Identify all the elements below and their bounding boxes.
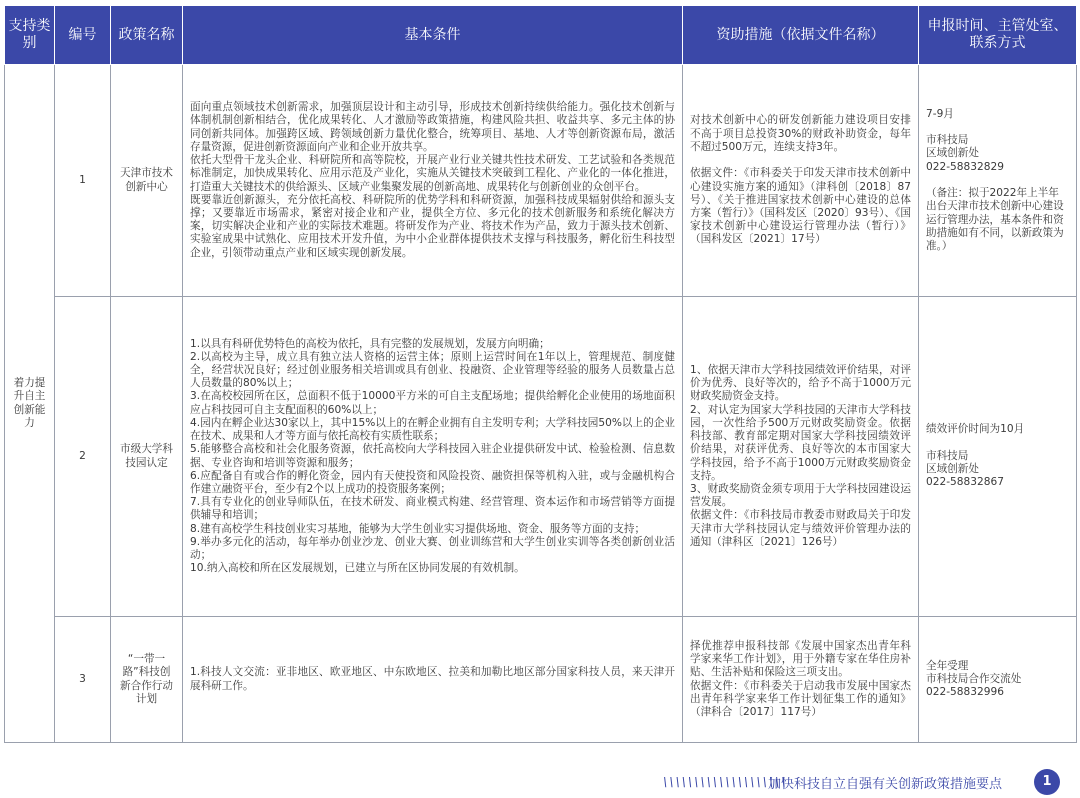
header-category: 支持类别 xyxy=(5,6,55,65)
row-number: 3 xyxy=(55,617,111,743)
conditions-text: 面向重点领域技术创新需求，加强顶层设计和主动引导，形成技术创新持续供给能力。强化技术创新与体制机制创新相结合，优化成果转化、人才激励等政策措施，构建风险共担、收益共享、多元主体的协同创新共同体。加强跨区域、跨领域创新力量优化整合，统筹项目、基地、人才等创新资源布局，激活存量资源，促进创新资源面向产业和企业开放共享。 依托大型骨干龙头企业、科研院所和高等院校，开展产业行业关键共性技术研发、工艺试验和各类规范标准制定，加快成果转化、应用示范及产业化，实施从关键技术突破到工程化、产业化的一体化推进，打造重大关键技术的供给源头、区域产业集聚发展的创新高地、成果转化与创新创业的众创平台。 既要靠近创新源头，充分依托高校、科研院所的优势学科和科研资源，加强科技成果辐射供给和源头支撑；又要靠近市场需求，紧密对接企业和产业，提供全方位、多元化的技术创新服务和系统化解决方案，切实解决企业和产业的实际技术难题。将研发作为产业、将技术作为产品，致力于源头技术创新、实验室成果中试熟化、应用技术开发升值，为中小企业群体提供技术支撑与科技服务，孵化衍生科技型企业，引领带动重点产业和区域实现创新发展。 xyxy=(183,65,683,297)
header-measures: 资助措施（依据文件名称） xyxy=(683,6,919,65)
row-number: 1 xyxy=(55,65,111,297)
table-row xyxy=(5,65,1077,297)
row-number: 2 xyxy=(55,297,111,617)
contact-text: 全年受理 市科技局合作交流处 022-58832996 xyxy=(919,617,1077,743)
header-policy-name: 政策名称 xyxy=(111,6,183,65)
policy-name: 天津市技术创新中心 xyxy=(111,65,183,297)
conditions-text: 1.科技人文交流：亚非地区、欧亚地区、中东欧地区、拉美和加勒比地区部分国家科技人员，来天津开展科研工作。 xyxy=(183,617,683,743)
policy-name: “一带一路”科技创新合作行动计划 xyxy=(111,617,183,743)
decorative-stripes: \\\\\\\\\\\\\\\\\\\\ xyxy=(662,775,787,789)
header-number: 编号 xyxy=(55,6,111,65)
table-row xyxy=(5,617,1077,743)
measures-text: 择优推荐申报科技部《发展中国家杰出青年科学家来华工作计划》，用于外籍专家在华住房补贴、生活补贴和保险这三项支出。 依据文件：《市科委关于启动我市发展中国家杰出青年科学家来华工作计划征集工作的通知》（津科合〔2017〕117号） xyxy=(683,617,919,743)
page-footer xyxy=(0,766,1080,798)
table-header-row xyxy=(5,6,1077,65)
policy-table xyxy=(4,5,1077,743)
header-contact: 申报时间、主管处室、联系方式 xyxy=(919,6,1077,65)
page-number-badge: 1 xyxy=(1034,769,1060,795)
measures-text: 1、依据天津市大学科技园绩效评价结果，对评价为优秀、良好等次的，给予不高于1000万元财政奖励资金支持。 2、对认定为国家大学科技园的天津市大学科技园，一次性给予500万元财政奖励资金。依据科技部、教育部定期对国家大学科技园绩效评价结果，对获评优秀、良好等次的本市国家大学科技园，给予不高于1000万元财政奖励资金支持。 3、财政奖励资金须专项用于大学科技园建设运营发展。 依据文件：《市科技局市教委市财政局关于印发天津市大学科技园认定与绩效评价管理办法的通知（津科区〔2021〕126号） xyxy=(683,297,919,617)
measures-text: 对技术创新中心的研发创新能力建设项目安排不高于项目总投资30%的财政补助资金，每年不超过500万元，连续支持3年。 依据文件：《市科委关于印发天津市技术创新中心建设实施方案的通知》（津科创〔2018〕87号）、《关于推进国家技术创新中心建设的总体方案（暂行）》（国科发区〔2020〕93号）、《国家技术创新中心建设运行管理办法（暂行）》（国科发区〔2021〕17号） xyxy=(683,65,919,297)
header-conditions: 基本条件 xyxy=(183,6,683,65)
policy-name: 市级大学科技园认定 xyxy=(111,297,183,617)
footer-title: 加快科技自立自强有关创新政策措施要点 xyxy=(768,777,1003,792)
category-cell: 着力提升自主创新能力 xyxy=(5,65,55,743)
conditions-text: 1.以具有科研优势特色的高校为依托，具有完整的发展规划，发展方向明确； 2.以高校为主导，成立具有独立法人资格的运营主体；原则上运营时间在1年以上，管理规范、制度健全，经营状况良好；经过创业服务相关培训或具有创业、投融资、企业管理等经验的服务人员数量占总人员数量的80%以上； 3.在高校校园所在区，总面积不低于10000平方米的可自主支配场地；提供给孵化企业使用的场地面积应占科技园可自主支配面积的60%以上； 4.园内在孵企业达30家以上，其中15%以上的在孵企业拥有自主发明专利；大学科技园50%以上的企业在技术、成果和人才等方面与依托高校有实质性联系； 5.能够整合高校和社会化服务资源，依托高校向大学科技园入驻企业提供研发中试、检验检测、信息数据、专业咨询和培训等资源和服务； 6.应配备自有或合作的孵化资金，园内有天使投资和风险投资、融资担保等机构入驻，或与金融机构合作建立融资平台，至少有2个以上成功的投资服务案例； 7.具有专业化的创业导师队伍，在技术研发、商业模式构建、经营管理、资本运作和市场营销等方面提供辅导和培训； 8.建有高校学生科技创业实习基地，能够为大学生创业实习提供场地、资金、服务等方面的支持； 9.举办多元化的活动，每年举办创业沙龙、创业大赛、创业训练营和大学生创业实训等各类创新创业活动； 10.纳入高校和所在区发展规划，已建立与所在区协同发展的有效机制。 xyxy=(183,297,683,617)
contact-text: 绩效评价时间为10月 市科技局 区域创新处 022-58832867 xyxy=(919,297,1077,617)
contact-text: 7-9月 市科技局 区域创新处 022-58832829 （备注：拟于2022年上半年出台天津市技术创新中心建设运行管理办法，基本条件和资助措施如有不同，以新政策为准。） xyxy=(919,65,1077,297)
table-row xyxy=(5,297,1077,617)
